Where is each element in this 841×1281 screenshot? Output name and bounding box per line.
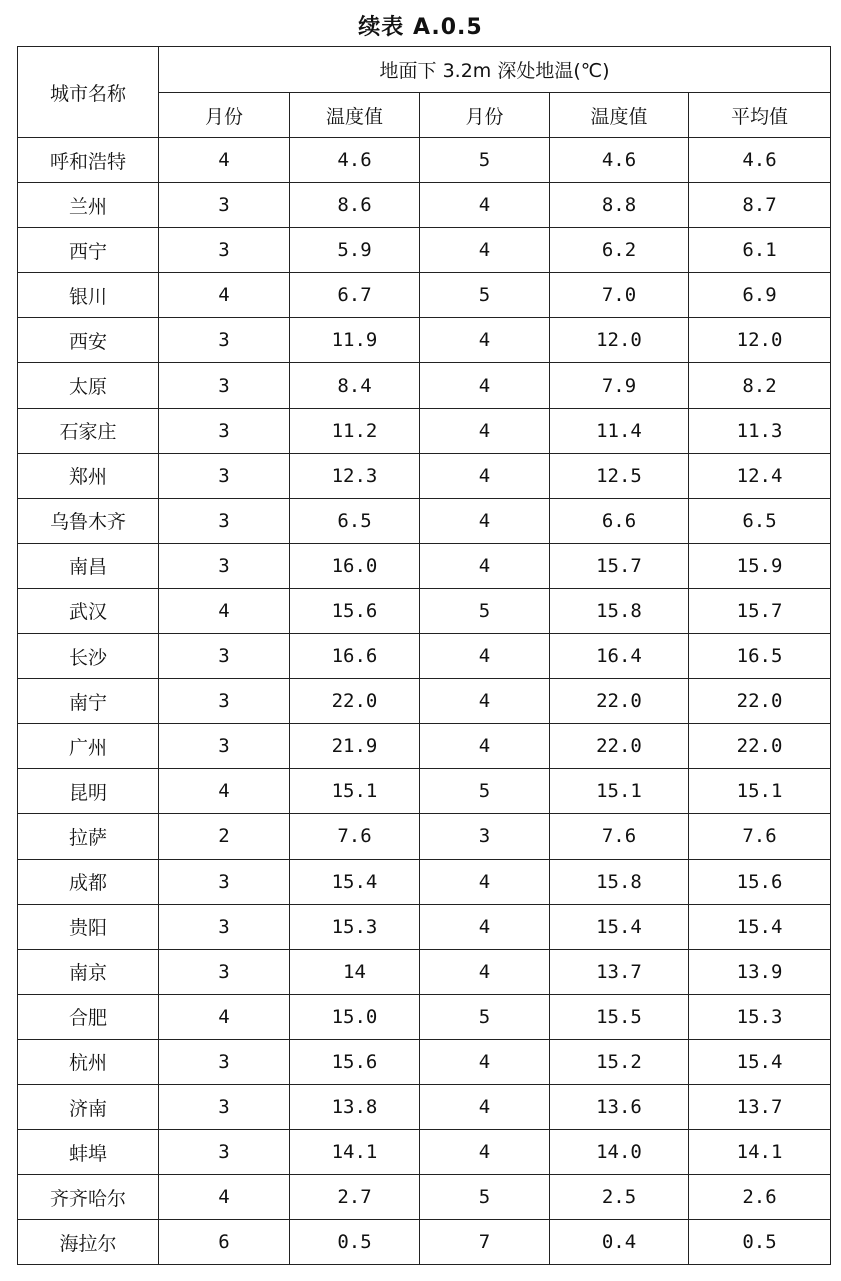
table-row [18, 1039, 831, 1084]
month-1-cell: 4 [159, 588, 290, 633]
table-body [18, 138, 831, 1265]
temp-2-cell: 7.0 [550, 273, 689, 318]
average-cell: 7.6 [689, 814, 831, 859]
month-1-cell: 3 [159, 498, 290, 543]
table-row [18, 138, 831, 183]
month-2-cell: 4 [420, 498, 550, 543]
temp-2-cell: 16.4 [550, 634, 689, 679]
table-row [18, 634, 831, 679]
temp-1-cell: 13.8 [290, 1084, 420, 1129]
month-2-cell: 4 [420, 949, 550, 994]
temp-1-cell: 0.5 [290, 1220, 420, 1265]
city-name-cell: 太原 [18, 363, 159, 408]
average-cell: 22.0 [689, 724, 831, 769]
table-row [18, 904, 831, 949]
table-row [18, 498, 831, 543]
header-month-2: 月份 [420, 93, 550, 138]
table-row [18, 814, 831, 859]
average-cell: 11.3 [689, 408, 831, 453]
temp-1-cell: 6.7 [290, 273, 420, 318]
month-1-cell: 4 [159, 138, 290, 183]
table-row [18, 1130, 831, 1175]
month-2-cell: 4 [420, 228, 550, 273]
average-cell: 22.0 [689, 679, 831, 724]
header-temp-1: 温度值 [290, 93, 420, 138]
average-cell: 8.7 [689, 183, 831, 228]
city-name-cell: 蚌埠 [18, 1130, 159, 1175]
average-cell: 16.5 [689, 634, 831, 679]
month-1-cell: 3 [159, 228, 290, 273]
city-name-cell: 齐齐哈尔 [18, 1175, 159, 1220]
table-caption: 续表 A.0.5 [358, 15, 483, 40]
month-1-cell: 3 [159, 408, 290, 453]
average-cell: 13.7 [689, 1084, 831, 1129]
table-row [18, 183, 831, 228]
month-2-cell: 5 [420, 138, 550, 183]
temp-1-cell: 2.7 [290, 1175, 420, 1220]
month-1-cell: 3 [159, 904, 290, 949]
average-cell: 6.9 [689, 273, 831, 318]
temp-2-cell: 0.4 [550, 1220, 689, 1265]
table-row [18, 318, 831, 363]
temp-1-cell: 21.9 [290, 724, 420, 769]
city-name-cell: 济南 [18, 1084, 159, 1129]
temp-2-cell: 15.5 [550, 994, 689, 1039]
temp-2-cell: 6.2 [550, 228, 689, 273]
temp-2-cell: 15.2 [550, 1039, 689, 1084]
average-cell: 15.7 [689, 588, 831, 633]
average-cell: 12.0 [689, 318, 831, 363]
month-1-cell: 4 [159, 769, 290, 814]
table-row [18, 588, 831, 633]
temp-1-cell: 22.0 [290, 679, 420, 724]
table-row [18, 543, 831, 588]
month-2-cell: 4 [420, 634, 550, 679]
temp-1-cell: 15.6 [290, 588, 420, 633]
average-cell: 15.9 [689, 543, 831, 588]
temp-1-cell: 16.6 [290, 634, 420, 679]
month-2-cell: 5 [420, 1175, 550, 1220]
table-row [18, 724, 831, 769]
table-row [18, 363, 831, 408]
temp-2-cell: 22.0 [550, 679, 689, 724]
month-1-cell: 3 [159, 453, 290, 498]
average-cell: 6.5 [689, 498, 831, 543]
city-name-cell: 西宁 [18, 228, 159, 273]
city-name-cell: 贵阳 [18, 904, 159, 949]
month-2-cell: 4 [420, 183, 550, 228]
temp-2-cell: 13.6 [550, 1084, 689, 1129]
month-1-cell: 4 [159, 1175, 290, 1220]
month-2-cell: 4 [420, 679, 550, 724]
month-1-cell: 3 [159, 363, 290, 408]
header-ground-temp-group: 地面下 3.2m 深处地温(℃) [159, 47, 831, 93]
temp-2-cell: 4.6 [550, 138, 689, 183]
month-2-cell: 4 [420, 904, 550, 949]
average-cell: 8.2 [689, 363, 831, 408]
temp-2-cell: 15.4 [550, 904, 689, 949]
header-average: 平均值 [689, 93, 831, 138]
month-2-cell: 5 [420, 994, 550, 1039]
month-2-cell: 4 [420, 363, 550, 408]
city-name-cell: 南宁 [18, 679, 159, 724]
month-1-cell: 3 [159, 949, 290, 994]
city-name-cell: 西安 [18, 318, 159, 363]
average-cell: 4.6 [689, 138, 831, 183]
average-cell: 13.9 [689, 949, 831, 994]
temp-2-cell: 2.5 [550, 1175, 689, 1220]
month-2-cell: 5 [420, 769, 550, 814]
temp-1-cell: 5.9 [290, 228, 420, 273]
temp-2-cell: 11.4 [550, 408, 689, 453]
month-1-cell: 3 [159, 543, 290, 588]
temp-1-cell: 15.3 [290, 904, 420, 949]
month-2-cell: 4 [420, 543, 550, 588]
month-2-cell: 4 [420, 1130, 550, 1175]
temp-1-cell: 11.9 [290, 318, 420, 363]
average-cell: 12.4 [689, 453, 831, 498]
table-header [18, 47, 831, 138]
table-row [18, 1084, 831, 1129]
city-name-cell: 广州 [18, 724, 159, 769]
temp-2-cell: 12.5 [550, 453, 689, 498]
month-2-cell: 3 [420, 814, 550, 859]
average-cell: 15.4 [689, 1039, 831, 1084]
month-2-cell: 4 [420, 1084, 550, 1129]
temp-1-cell: 15.4 [290, 859, 420, 904]
average-cell: 15.3 [689, 994, 831, 1039]
table-row [18, 273, 831, 318]
month-2-cell: 5 [420, 273, 550, 318]
city-name-cell: 合肥 [18, 994, 159, 1039]
temp-2-cell: 7.9 [550, 363, 689, 408]
table-row [18, 769, 831, 814]
month-1-cell: 4 [159, 273, 290, 318]
month-1-cell: 3 [159, 318, 290, 363]
table-row [18, 1220, 831, 1265]
header-city-name: 城市名称 [18, 47, 159, 138]
city-name-cell: 南京 [18, 949, 159, 994]
table-row [18, 228, 831, 273]
month-2-cell: 4 [420, 408, 550, 453]
month-2-cell: 4 [420, 859, 550, 904]
header-temp-2: 温度值 [550, 93, 689, 138]
month-1-cell: 6 [159, 1220, 290, 1265]
table-row [18, 1175, 831, 1220]
temp-1-cell: 15.0 [290, 994, 420, 1039]
temp-2-cell: 14.0 [550, 1130, 689, 1175]
temp-1-cell: 7.6 [290, 814, 420, 859]
month-2-cell: 4 [420, 724, 550, 769]
city-name-cell: 拉萨 [18, 814, 159, 859]
average-cell: 15.6 [689, 859, 831, 904]
city-name-cell: 乌鲁木齐 [18, 498, 159, 543]
table-row [18, 949, 831, 994]
month-1-cell: 3 [159, 183, 290, 228]
temp-2-cell: 7.6 [550, 814, 689, 859]
month-1-cell: 3 [159, 1039, 290, 1084]
temp-1-cell: 8.4 [290, 363, 420, 408]
table-row [18, 408, 831, 453]
month-2-cell: 4 [420, 1039, 550, 1084]
month-1-cell: 3 [159, 679, 290, 724]
temp-2-cell: 15.1 [550, 769, 689, 814]
month-1-cell: 3 [159, 1130, 290, 1175]
temp-2-cell: 15.8 [550, 588, 689, 633]
header-month-1: 月份 [159, 93, 290, 138]
average-cell: 15.1 [689, 769, 831, 814]
city-name-cell: 昆明 [18, 769, 159, 814]
temp-2-cell: 15.7 [550, 543, 689, 588]
temp-2-cell: 8.8 [550, 183, 689, 228]
average-cell: 6.1 [689, 228, 831, 273]
month-2-cell: 5 [420, 588, 550, 633]
average-cell: 2.6 [689, 1175, 831, 1220]
city-name-cell: 南昌 [18, 543, 159, 588]
city-name-cell: 石家庄 [18, 408, 159, 453]
month-2-cell: 4 [420, 318, 550, 363]
month-2-cell: 7 [420, 1220, 550, 1265]
temp-2-cell: 15.8 [550, 859, 689, 904]
table-row [18, 994, 831, 1039]
table-row [18, 859, 831, 904]
temp-1-cell: 8.6 [290, 183, 420, 228]
temp-1-cell: 12.3 [290, 453, 420, 498]
temp-1-cell: 11.2 [290, 408, 420, 453]
temp-2-cell: 22.0 [550, 724, 689, 769]
temp-1-cell: 14 [290, 949, 420, 994]
month-2-cell: 4 [420, 453, 550, 498]
city-name-cell: 郑州 [18, 453, 159, 498]
average-cell: 15.4 [689, 904, 831, 949]
month-1-cell: 3 [159, 1084, 290, 1129]
city-name-cell: 呼和浩特 [18, 138, 159, 183]
month-1-cell: 3 [159, 724, 290, 769]
temp-1-cell: 14.1 [290, 1130, 420, 1175]
month-1-cell: 4 [159, 994, 290, 1039]
temp-1-cell: 4.6 [290, 138, 420, 183]
city-name-cell: 杭州 [18, 1039, 159, 1084]
temp-1-cell: 15.6 [290, 1039, 420, 1084]
city-name-cell: 银川 [18, 273, 159, 318]
temp-2-cell: 12.0 [550, 318, 689, 363]
average-cell: 14.1 [689, 1130, 831, 1175]
table-row [18, 453, 831, 498]
city-name-cell: 兰州 [18, 183, 159, 228]
temp-1-cell: 6.5 [290, 498, 420, 543]
month-1-cell: 3 [159, 859, 290, 904]
temp-2-cell: 13.7 [550, 949, 689, 994]
month-1-cell: 2 [159, 814, 290, 859]
temp-1-cell: 15.1 [290, 769, 420, 814]
month-1-cell: 3 [159, 634, 290, 679]
city-name-cell: 海拉尔 [18, 1220, 159, 1265]
city-name-cell: 长沙 [18, 634, 159, 679]
city-name-cell: 武汉 [18, 588, 159, 633]
table-row [18, 679, 831, 724]
ground-temperature-table [17, 46, 831, 1265]
city-name-cell: 成都 [18, 859, 159, 904]
average-cell: 0.5 [689, 1220, 831, 1265]
temp-1-cell: 16.0 [290, 543, 420, 588]
temp-2-cell: 6.6 [550, 498, 689, 543]
